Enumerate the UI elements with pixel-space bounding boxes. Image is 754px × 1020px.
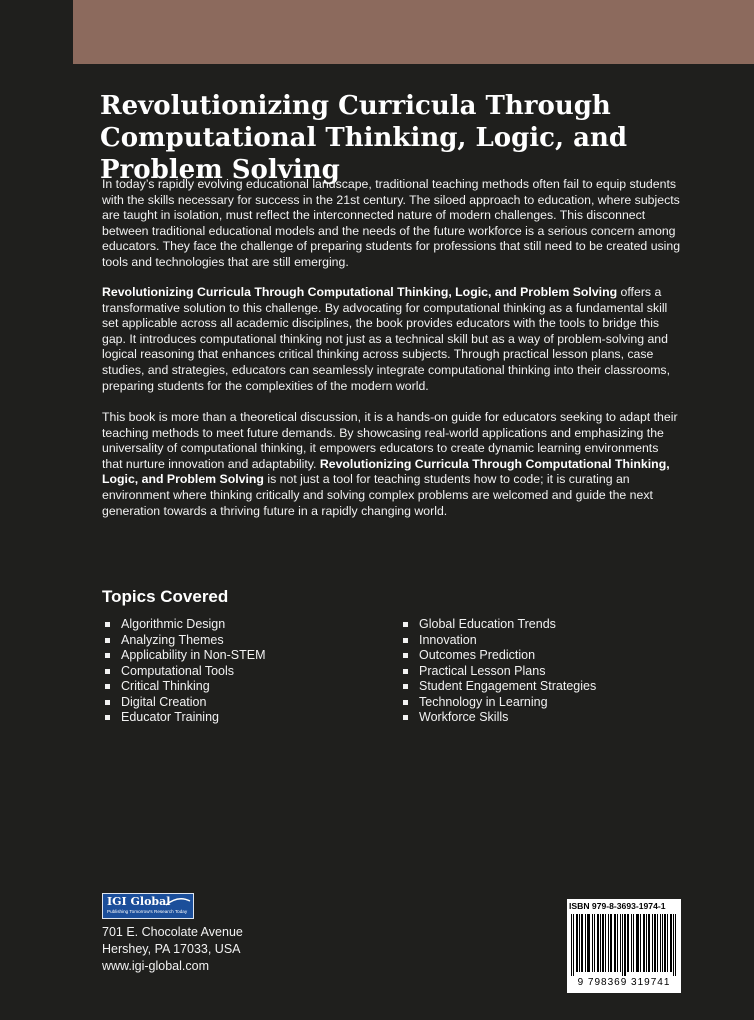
topic-label: Digital Creation bbox=[121, 694, 207, 709]
isbn-label: ISBN 979-8-3693-1974-1 bbox=[569, 901, 666, 911]
barcode-bar bbox=[598, 914, 599, 972]
barcode-bar bbox=[664, 914, 665, 972]
topic-label: Practical Lesson Plans bbox=[419, 663, 546, 678]
topic-label: Technology in Learning bbox=[419, 694, 548, 709]
description-paragraph-3 bbox=[102, 410, 682, 519]
bullet-icon bbox=[105, 700, 110, 705]
barcode-bar bbox=[571, 914, 572, 976]
topic-item bbox=[403, 617, 663, 633]
topic-item bbox=[105, 710, 365, 726]
barcode-bar bbox=[652, 914, 653, 972]
topic-label: Educator Training bbox=[121, 710, 219, 724]
logo-name: IGI Global bbox=[107, 895, 171, 908]
bullet-icon bbox=[105, 715, 110, 720]
topic-label: Outcomes Prediction bbox=[419, 648, 536, 662]
barcode-bar bbox=[577, 914, 578, 972]
barcode-bar bbox=[628, 914, 629, 972]
barcode-bar bbox=[576, 914, 577, 972]
barcode-bar bbox=[605, 914, 606, 972]
barcode-bar bbox=[675, 914, 676, 976]
barcode-bar bbox=[646, 914, 647, 972]
barcode-icon bbox=[571, 914, 677, 976]
bullet-icon bbox=[403, 684, 408, 689]
barcode-bar bbox=[655, 914, 656, 972]
topic-item bbox=[105, 617, 365, 633]
logo-tagline: Publishing Tomorrow's Research Today bbox=[107, 909, 188, 914]
barcode-bar bbox=[585, 914, 586, 972]
barcode-bar bbox=[667, 914, 668, 972]
bullet-icon bbox=[403, 638, 408, 643]
paragraph-2-text: offers a transformative solution to this challenge. By advocating for computational thinking as a fundamental skill set applicable across all academic disciplines, the book provides educators with the tools to bridge this gap. It introduces computational thinking not just as a technical skill but as a way of problem-solving and logical reasoning that enhances critical thinking across subjects. Through practical lesson plans, case studies, and strategies, educators can seamlessly integrate computational thinking into their classrooms, preparing students for the complexities of the modern world. bbox=[102, 285, 670, 393]
topic-label: Computational Tools bbox=[121, 663, 235, 678]
barcode-bar bbox=[617, 914, 618, 972]
barcode-bar bbox=[662, 914, 663, 972]
topic-label: Innovation bbox=[419, 632, 477, 647]
topics-list-right bbox=[403, 617, 663, 726]
barcode-bar bbox=[627, 914, 628, 972]
barcode-bar bbox=[581, 914, 582, 972]
barcode-bar bbox=[636, 914, 637, 972]
publisher-website: www.igi-global.com bbox=[102, 959, 209, 973]
barcode-digits: 9 798369 319741 bbox=[577, 977, 671, 988]
bullet-icon bbox=[403, 700, 408, 705]
topic-item bbox=[403, 633, 663, 649]
topic-label: Workforce Skills bbox=[419, 710, 509, 724]
barcode-bar bbox=[640, 914, 641, 972]
igi-global-logo bbox=[102, 893, 194, 919]
paragraph-2-title-bold: Revolutionizing Curricula Through Computational Thinking, Logic, and Problem Solving bbox=[102, 285, 618, 299]
barcode-bar bbox=[615, 914, 616, 972]
topic-item bbox=[105, 679, 365, 695]
barcode-bar bbox=[589, 914, 590, 972]
bullet-icon bbox=[105, 653, 110, 658]
barcode-bar bbox=[597, 914, 598, 972]
barcode-bar bbox=[602, 914, 603, 972]
logo-swoosh-icon bbox=[165, 897, 191, 907]
barcode-bar bbox=[614, 914, 615, 972]
barcode-bar bbox=[624, 914, 625, 976]
topic-label: Global Education Trends bbox=[419, 617, 556, 631]
barcode-bar bbox=[625, 914, 626, 976]
topic-item bbox=[105, 648, 365, 664]
book-title: Revolutionizing Curricula Through Computational Thinking, Logic, and Problem Solving bbox=[100, 91, 628, 185]
topics-heading: Topics Covered bbox=[102, 587, 229, 606]
barcode-bar bbox=[638, 914, 639, 972]
barcode-bar bbox=[588, 914, 589, 972]
barcode-bar bbox=[670, 914, 671, 972]
barcode-bar bbox=[637, 914, 638, 972]
barcode-bar bbox=[603, 914, 604, 972]
barcode-bar bbox=[620, 914, 621, 972]
bullet-icon bbox=[403, 669, 408, 674]
barcode-bar bbox=[587, 914, 588, 972]
barcode-bar bbox=[573, 914, 574, 976]
barcode-bar bbox=[649, 914, 650, 972]
paragraph-3-text-end: is not just a tool for teaching students how to code; it is curating an environment where thinking critically and solving complex problems are welcomed and guide the next generation towards a thriving future in a rapidly changing world. bbox=[102, 472, 653, 518]
barcode-bar bbox=[611, 914, 612, 972]
barcode-bar bbox=[654, 914, 655, 972]
address-city: Hershey, PA 17033, USA bbox=[102, 942, 241, 956]
top-color-band bbox=[73, 0, 754, 64]
topic-item bbox=[105, 695, 365, 711]
barcode-bar bbox=[665, 914, 666, 972]
barcode-bar bbox=[610, 914, 611, 972]
topic-label: Algorithmic Design bbox=[121, 617, 226, 631]
topic-label: Applicability in Non-STEM bbox=[121, 648, 266, 662]
topic-item bbox=[403, 710, 663, 726]
barcode-bar bbox=[633, 914, 634, 972]
bullet-icon bbox=[105, 638, 110, 643]
topic-item bbox=[105, 633, 365, 649]
barcode-bar bbox=[592, 914, 593, 972]
barcode-bar bbox=[648, 914, 649, 972]
bullet-icon bbox=[105, 622, 110, 627]
description-paragraph-2 bbox=[102, 285, 682, 394]
barcode-bar bbox=[579, 914, 580, 972]
barcode-bar bbox=[608, 914, 609, 972]
barcode-bar bbox=[622, 914, 623, 976]
bullet-icon bbox=[403, 653, 408, 658]
barcode-bar bbox=[673, 914, 674, 976]
barcode-bar bbox=[660, 914, 661, 972]
barcode-bar bbox=[582, 914, 583, 972]
topic-item bbox=[403, 648, 663, 664]
topic-item bbox=[403, 664, 663, 680]
barcode-bar bbox=[600, 914, 601, 972]
barcode-bar bbox=[643, 914, 644, 972]
bullet-icon bbox=[403, 715, 408, 720]
topic-item bbox=[403, 679, 663, 695]
topic-item bbox=[105, 664, 365, 680]
barcode-bar bbox=[631, 914, 632, 972]
barcode-bar bbox=[657, 914, 658, 972]
topic-item bbox=[403, 695, 663, 711]
barcode-bar bbox=[671, 914, 672, 972]
topic-label: Analyzing Themes bbox=[121, 632, 224, 647]
barcode-box bbox=[567, 899, 681, 993]
bullet-icon bbox=[403, 622, 408, 627]
barcode-bar bbox=[644, 914, 645, 972]
barcode-bar bbox=[594, 914, 595, 972]
address-street: 701 E. Chocolate Avenue bbox=[102, 925, 243, 939]
paragraph-3-text-start: This book is more than a theoretical discussion, it is a hands-on guide for educators seeking to adapt their teaching methods to meet future demands. By showcasing real-world applications and emphasizing the universality of computational thinking, it empowers educators to create dynamic learning environments that nurture innovation and adaptability. bbox=[102, 410, 678, 471]
description-paragraph-1: In today’s rapidly evolving educational landscape, traditional teaching methods often fail to equip students with the skills necessary for success in the 21st century. The siloed approach to education, where subjects are taught in isolation, must reflect the interconnected nature of modern challenges. This disconnect between traditional educational models and the needs of the future workforce is a serious concern among educators. They face the challenge of preparing students for professions that still need to be created using tools and technologies that are still emerging. bbox=[102, 177, 681, 269]
paragraph-3-title-bold: Revolutionizing Curricula Through Computational Thinking, Logic, and Problem Solving bbox=[102, 456, 670, 487]
bullet-icon bbox=[105, 684, 110, 689]
topic-label: Critical Thinking bbox=[121, 679, 210, 693]
bullet-icon bbox=[105, 669, 110, 674]
topic-label: Student Engagement Strategies bbox=[419, 679, 597, 693]
topics-list-left bbox=[105, 617, 365, 726]
